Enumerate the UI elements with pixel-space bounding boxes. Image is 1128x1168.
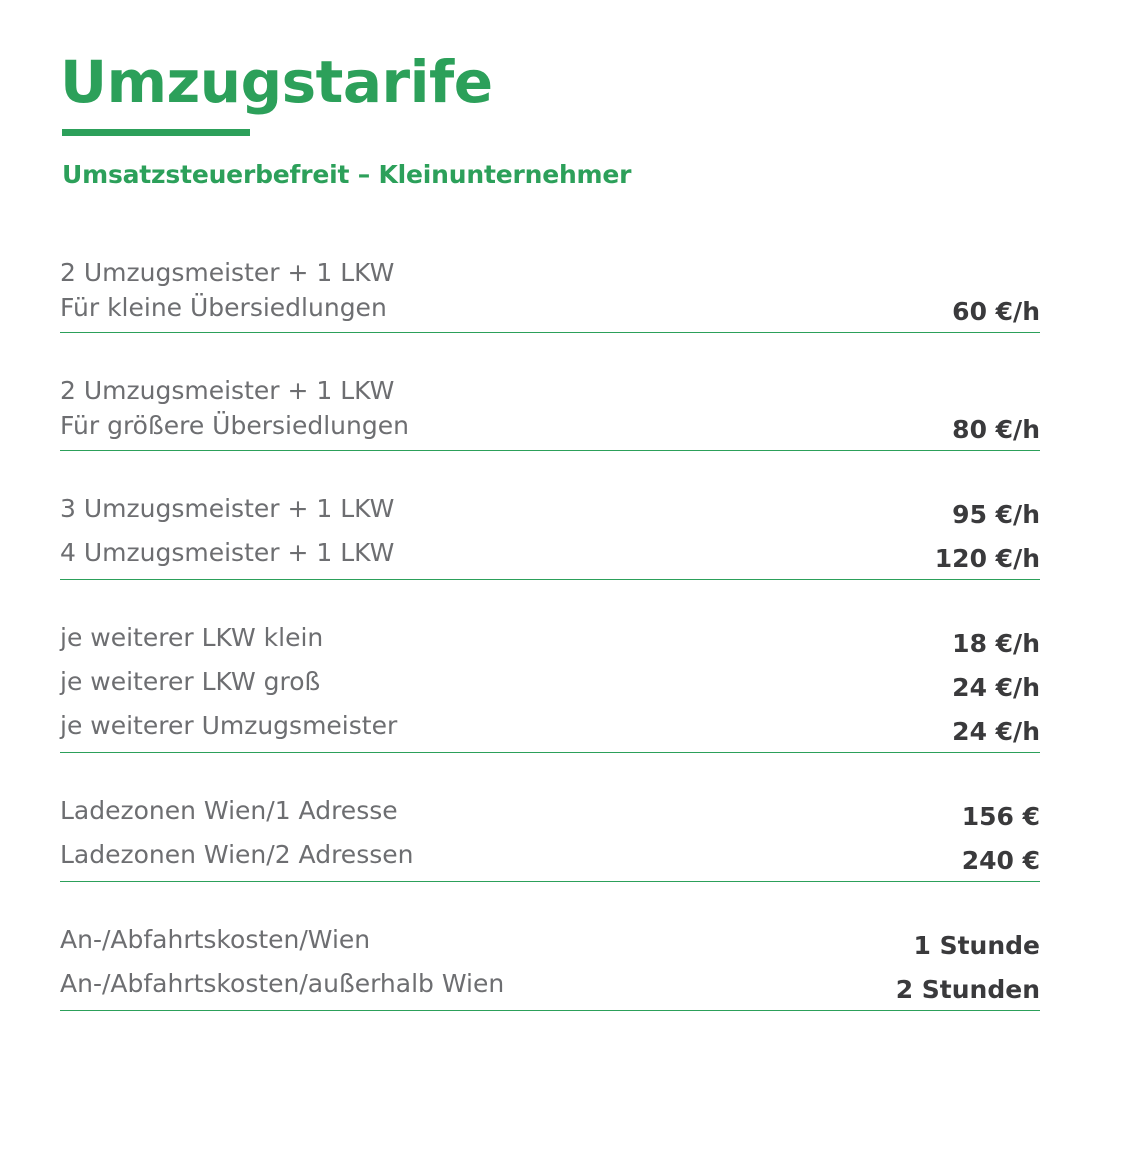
price-row-labels	[60, 708, 397, 744]
price-row	[60, 620, 1040, 664]
price-group	[60, 373, 1040, 451]
price-row-labels	[60, 793, 398, 829]
price-row-label: 3 Umzugsmeister + 1 LKW	[60, 493, 395, 523]
price-row	[60, 255, 1040, 332]
price-row	[60, 535, 1040, 579]
price-row-value: 80 €/h	[952, 414, 1040, 444]
price-row-labels	[60, 255, 394, 326]
page-subtitle: Umsatzsteuerbefreit – Kleinunternehmer	[62, 159, 632, 189]
price-row-label: je weiterer LKW groß	[60, 666, 321, 696]
price-row-label: Ladezonen Wien/1 Adresse	[60, 795, 398, 825]
price-row	[60, 491, 1040, 535]
price-row-sublabel: Für kleine Übersiedlungen	[60, 293, 387, 323]
price-row	[60, 664, 1040, 708]
price-group	[60, 255, 1040, 333]
price-row-label: 2 Umzugsmeister + 1 LKW	[60, 257, 395, 287]
price-row	[60, 793, 1040, 837]
price-row-labels	[60, 966, 504, 1002]
price-row-value: 240 €	[961, 845, 1040, 875]
title-underline	[62, 129, 250, 136]
price-row-value: 2 Stunden	[895, 974, 1040, 1004]
price-row-value: 156 €	[961, 801, 1040, 831]
price-row	[60, 708, 1040, 752]
price-group	[60, 620, 1040, 753]
page-title: Umzugstarife	[60, 48, 493, 116]
price-row-labels	[60, 837, 413, 873]
price-row-label: 4 Umzugsmeister + 1 LKW	[60, 537, 395, 567]
price-row-label: 2 Umzugsmeister + 1 LKW	[60, 375, 395, 405]
price-row-sublabel: Für größere Übersiedlungen	[60, 411, 409, 441]
price-row-labels	[60, 664, 320, 700]
price-row-label: Ladezonen Wien/2 Adressen	[60, 839, 414, 869]
price-table	[60, 255, 1040, 1011]
price-row-label: je weiterer Umzugsmeister	[60, 710, 398, 740]
price-row	[60, 922, 1040, 966]
price-row-value: 1 Stunde	[913, 930, 1040, 960]
price-group	[60, 922, 1040, 1011]
price-row-label: An-/Abfahrtskosten/außerhalb Wien	[60, 968, 505, 998]
price-row-value: 120 €/h	[934, 543, 1040, 573]
price-row-value: 60 €/h	[952, 296, 1040, 326]
price-group	[60, 491, 1040, 580]
price-row-labels	[60, 620, 323, 656]
price-row-value: 18 €/h	[952, 628, 1040, 658]
price-row	[60, 837, 1040, 881]
price-row-value: 24 €/h	[952, 672, 1040, 702]
price-row-label: An-/Abfahrtskosten/Wien	[60, 924, 371, 954]
price-row-value: 95 €/h	[952, 499, 1040, 529]
price-row-labels	[60, 491, 394, 527]
price-row-labels	[60, 535, 394, 571]
price-row	[60, 966, 1040, 1010]
price-row	[60, 373, 1040, 450]
price-row-label: je weiterer LKW klein	[60, 622, 324, 652]
price-row-labels	[60, 373, 409, 444]
price-row-labels	[60, 922, 370, 958]
price-row-value: 24 €/h	[952, 716, 1040, 746]
price-group	[60, 793, 1040, 882]
